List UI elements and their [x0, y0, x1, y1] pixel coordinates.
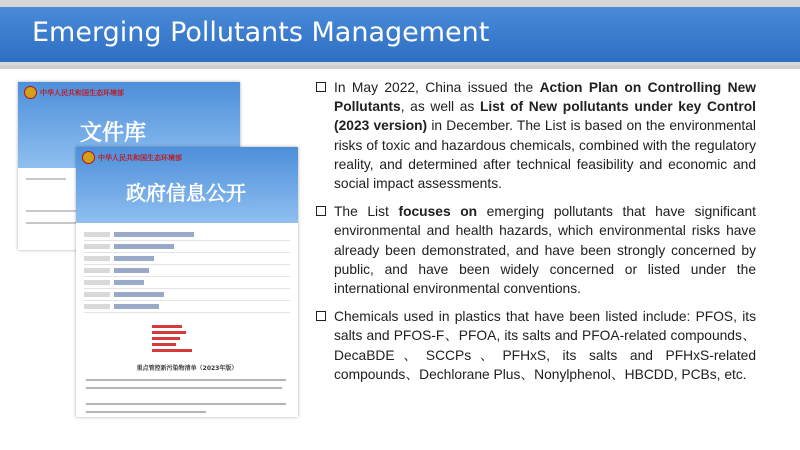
text-line: [86, 411, 206, 413]
meta-row: [84, 231, 290, 241]
slide-title: Emerging Pollutants Management: [32, 17, 490, 48]
highlight-line: [152, 337, 180, 340]
meta-row: [84, 243, 290, 253]
text-line: [26, 178, 66, 180]
highlight-line: [152, 343, 176, 346]
bullet-text-bold: focuses on: [398, 204, 478, 220]
checkbox-icon: [316, 206, 326, 216]
bullet-item: [316, 202, 756, 298]
bullet-text: , as well as: [400, 99, 480, 115]
bullet-item: [316, 307, 756, 384]
doc-banner-title: 政府信息公开: [126, 181, 246, 205]
ministry-name: 中华人民共和国生态环境部: [98, 154, 182, 162]
checkbox-icon: [316, 311, 326, 321]
bullet-text: emerging pollutants that have significant environmental and health hazards, which environmental risks have already been demonstrated, and have been strongly concerned by public, and have been widely concerned or listed under the international environmental conventions.: [334, 204, 756, 297]
highlight-line: [152, 349, 192, 352]
document-screenshot-gov-info: [76, 147, 298, 417]
text-line: [26, 222, 76, 224]
ministry-name: 中华人民共和国生态环境部: [40, 89, 124, 97]
bullet-text-bold: List of New pollutants under key Control (2023 version): [334, 99, 756, 134]
bullet-text-bold: Action Plan on Controlling New Pollutants: [334, 80, 756, 115]
highlight-line: [152, 331, 186, 334]
highlight-line: [152, 325, 182, 328]
bullet-text: Chemicals used in plastics that have been listed include: PFOS, its salts and PFOS-F、PFOA, its salts and PFOA-related compounds、DecaBDE、SCCPs、PFHxS, its salts and PFHxS-related compounds、Dechlorane Plus、Nonylphenol、HBCDD, PCBs, etc.: [334, 309, 756, 382]
doc-banner: [76, 147, 298, 223]
meta-row: [84, 267, 290, 277]
checkbox-icon: [316, 82, 326, 92]
top-strip: [0, 0, 800, 7]
bullet-item: [316, 78, 756, 193]
meta-row: [84, 291, 290, 301]
bullet-text: In May 2022, China issued the: [334, 80, 540, 95]
bullet-list: [316, 78, 756, 393]
bullet-text: in December. The List is based on the environmental risks of toxic and hazardous chemicals, combined with the regulatory reality, and determined after technical feasibility and economic and social impact assessments.: [334, 118, 756, 192]
doc-subtitle: 重点管控新污染物清单（2023年版）: [136, 365, 238, 372]
national-emblem-icon: [24, 86, 37, 99]
bullet-text: The List: [334, 204, 399, 220]
meta-row: [84, 255, 290, 265]
meta-row: [84, 279, 290, 289]
meta-row: [84, 303, 290, 313]
doc-banner-title: 文件库: [80, 121, 147, 146]
text-line: [86, 403, 286, 405]
text-line: [86, 387, 282, 389]
title-shadow: [0, 65, 800, 69]
title-bar: [0, 7, 800, 65]
national-emblem-icon: [82, 151, 95, 164]
text-line: [86, 379, 286, 381]
